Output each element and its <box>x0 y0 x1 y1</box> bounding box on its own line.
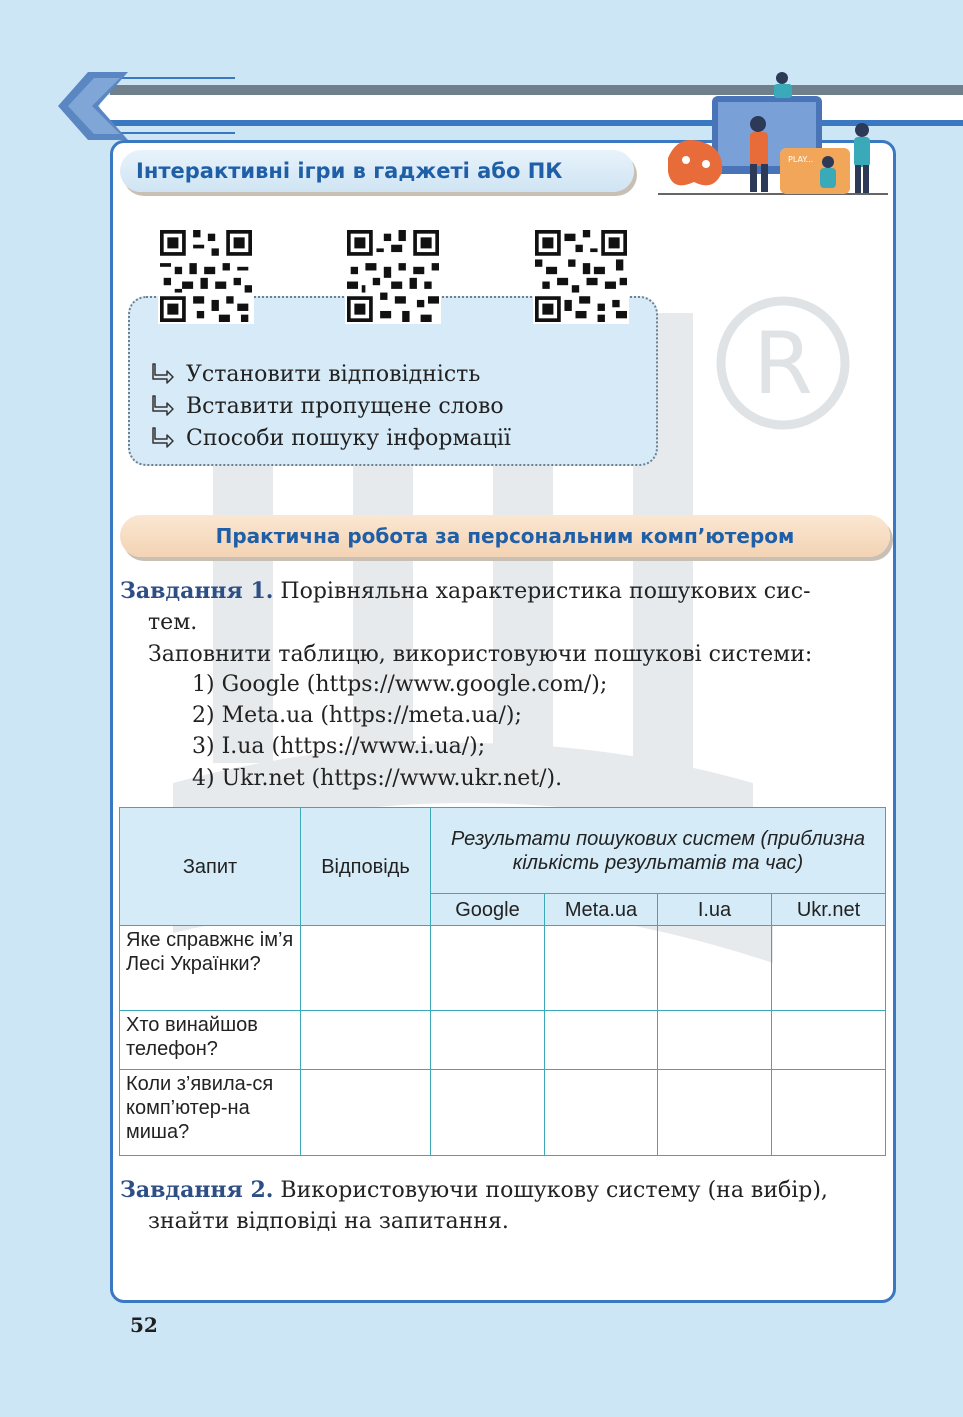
header-query: Запит <box>120 808 301 926</box>
task1-label: Завдання 1. <box>120 578 274 604</box>
header-answer: Відповідь <box>301 808 431 926</box>
result-cell[interactable] <box>772 1011 886 1070</box>
task1-heading <box>120 578 811 604</box>
query-cell: Яке справжнє ім’я Лесі Українки? <box>120 926 301 1011</box>
svg-text:R: R <box>753 314 813 414</box>
bent-arrow-icon <box>150 426 176 450</box>
answer-cell[interactable] <box>301 926 431 1011</box>
engine-iua: 3) I.ua (https://www.i.ua/); <box>192 734 486 759</box>
result-cell[interactable] <box>431 926 545 1011</box>
bent-arrow-icon <box>150 394 176 418</box>
answer-cell[interactable] <box>301 1011 431 1070</box>
engine-meta: 2) Meta.ua (https://meta.ua/); <box>192 703 522 728</box>
task2-label: Завдання 2. <box>120 1177 274 1203</box>
header-engine-meta: Meta.ua <box>545 894 658 926</box>
results-table <box>119 807 886 1156</box>
header-engine-google: Google <box>431 894 545 926</box>
qr-code-match-game[interactable] <box>158 228 254 324</box>
header-engine-iua: I.ua <box>658 894 772 926</box>
qr-code-missing-word-game[interactable] <box>345 228 441 324</box>
header-deco-line <box>120 77 235 79</box>
query-cell: Хто винайшов телефон? <box>120 1011 301 1070</box>
qr-code-search-methods-game[interactable] <box>533 228 629 324</box>
page-number: 52 <box>130 1313 158 1337</box>
game-item-search-methods[interactable] <box>150 423 511 453</box>
header-deco-line <box>120 132 235 134</box>
table-row <box>120 1011 886 1070</box>
engine-google: 1) Google (https://www.google.com/); <box>192 672 608 697</box>
header-engine-ukrnet: Ukr.net <box>772 894 886 926</box>
result-cell[interactable] <box>545 1011 658 1070</box>
game-item-match[interactable] <box>150 359 480 389</box>
answer-cell[interactable] <box>301 1070 431 1156</box>
result-cell[interactable] <box>431 1070 545 1156</box>
engine-ukrnet: 4) Ukr.net (https://www.ukr.net/). <box>192 766 563 791</box>
table-row <box>120 1070 886 1156</box>
task1-instruction: Заповнити таблицю, використовуючи пошукові системи: <box>148 642 813 667</box>
games-section-title: Інтерактивні ігри в гаджеті або ПК <box>120 150 634 192</box>
game-item-label: Вставити пропущене слово <box>186 393 504 419</box>
game-item-missing-word[interactable] <box>150 391 504 421</box>
result-cell[interactable] <box>658 1070 772 1156</box>
chevron-left-icon[interactable] <box>58 72 128 140</box>
result-cell[interactable] <box>431 1011 545 1070</box>
result-cell[interactable] <box>658 926 772 1011</box>
svg-text:PLAY...: PLAY... <box>788 155 814 164</box>
header-results: Результати пошукових систем (приблизна кількість результатів та час) <box>431 808 886 894</box>
result-cell[interactable] <box>772 1070 886 1156</box>
task1-text: Порівняльна характеристика пошукових сис- <box>273 579 811 604</box>
game-item-label: Способи пошуку інформації <box>186 425 511 451</box>
table-row <box>120 926 886 1011</box>
game-item-label: Установити відповідність <box>186 361 481 387</box>
task2-text-cont: знайти відповіді на запитання. <box>148 1209 509 1234</box>
result-cell[interactable] <box>772 926 886 1011</box>
result-cell[interactable] <box>545 926 658 1011</box>
query-cell: Коли з’явила-ся комп’ютер-на миша? <box>120 1070 301 1156</box>
result-cell[interactable] <box>545 1070 658 1156</box>
task2-heading <box>120 1177 828 1203</box>
result-cell[interactable] <box>658 1011 772 1070</box>
task2-text: Використовуючи пошукову систему (на вибір), <box>273 1178 828 1203</box>
gamers-illustration <box>658 68 888 196</box>
practical-section-title: Практична робота за персональним комп’ютером <box>120 515 890 557</box>
task1-text-cont: тем. <box>148 610 198 635</box>
bent-arrow-icon <box>150 362 176 386</box>
